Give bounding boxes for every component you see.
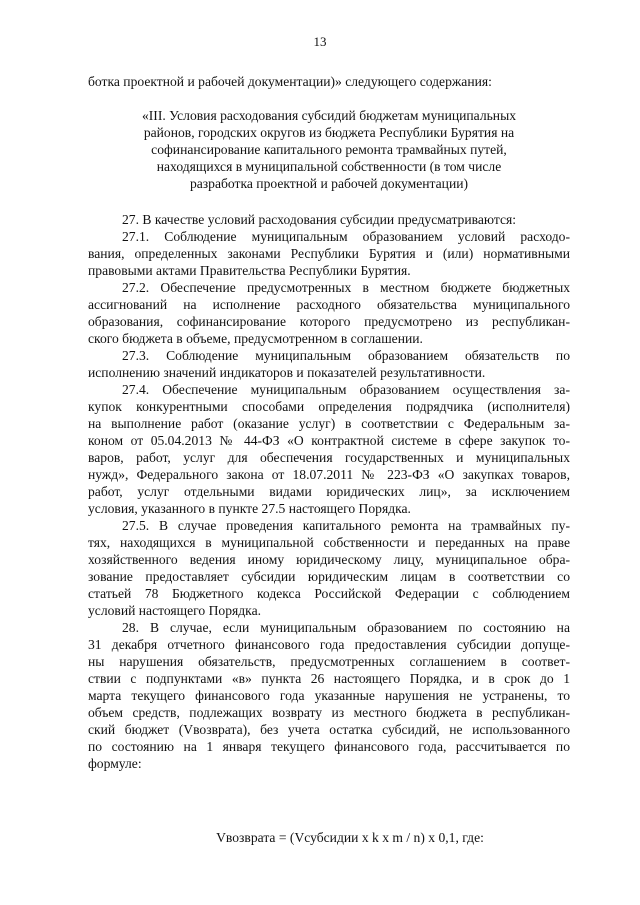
intro-line: ботка проектной и рабочей документации)» следующего содержания: (88, 74, 492, 89)
body-line: объем средств, подлежащих возврату из местного бюджета в республикан- (88, 705, 570, 720)
section-heading-line: «III. Условия расходования субсидий бюджетам муниципальных (141, 108, 517, 123)
intro-paragraph (88, 73, 570, 90)
formula-text: Vвозврата = (Vсубсидии x k x m / n) x 0,1, где: (216, 830, 484, 845)
body-line: купок конкурентными способами определения подрядчика (исполнителя) (88, 399, 570, 414)
body-line: работ, услуг отдельными видами юридических лиц», за исключением (88, 484, 570, 499)
body-line: формуле: (88, 756, 142, 771)
body-line: условий настоящего Порядка. (88, 603, 262, 618)
body-line: ассигнований на исполнение расходного обязательства муниципального (88, 297, 570, 312)
body-line: 27. В качестве условий расходования субсидии предусматриваются: (122, 212, 517, 227)
body-line: коном от 05.04.2013 № 44-ФЗ «О контрактной системе в сфере закупок то- (88, 433, 570, 448)
body-line: вания, определенных законами Республики Бурятия и (или) нормативными (88, 246, 570, 261)
body-line: ны нарушения обязательств, предусмотренных соглашением в соответ- (88, 654, 570, 669)
body-line: 27.2. Обеспечение предусмотренных в местном бюджете бюджетных (122, 280, 570, 295)
body-line: 27.3. Соблюдение муниципальным образованием обязательств по (122, 348, 570, 363)
body-text (88, 211, 570, 772)
body-line: ского бюджета в объеме, предусмотренном в соглашении. (88, 331, 423, 346)
body-line: 28. В случае, если муниципальным образованием по состоянию на (122, 620, 570, 635)
section-heading-line: разработка проектной и рабочей документации) (189, 176, 469, 191)
body-line: правовыми актами Правительства Республики Бурятия. (88, 263, 411, 278)
section-heading-line: районов, городских округов из бюджета Республики Бурятия на (143, 125, 515, 140)
body-line: на выполнение работ (оказание услуг) в соответствии с Федеральным за- (88, 416, 570, 431)
body-line: тях, находящихся в муниципальной собственности и переданных на праве (88, 535, 570, 550)
body-line: ский бюджет (Vвозврата), без учета остатка субсидий, не использованного (88, 722, 570, 737)
body-line: 27.5. В случае проведения капитального ремонта на трамвайных пу- (122, 518, 570, 533)
body-line: образования, софинансирование которого предусмотрено из республикан- (88, 314, 570, 329)
body-line: марта текущего финансового года указанные нарушения не устранены, то (88, 688, 570, 703)
body-line: 27.1. Соблюдение муниципальным образованием условий расходо- (122, 229, 570, 244)
body-line: 27.4. Обеспечение муниципальным образованием осуществления за- (122, 382, 570, 397)
section-heading (88, 107, 570, 192)
section-heading-line: софинансирование капитального ремонта трамвайных путей, (151, 142, 507, 157)
page-number: 13 (313, 34, 327, 49)
body-line: по состоянию на 1 января текущего финансового года, рассчитывается по (88, 739, 570, 754)
body-line: зование предоставляет субсидии юридическим лицам в соответствии со (88, 569, 570, 584)
body-line: нужд», Федерального закона от 18.07.2011 № 223-ФЗ «О закупках товаров, (88, 467, 570, 482)
formula (0, 829, 640, 846)
body-line: ствии с подпунктами «в» пункта 26 настоящего Порядка, и в срок до 1 (88, 671, 570, 686)
section-heading-line: находящихся в муниципальной собственности (в том числе (156, 159, 502, 174)
body-line: 31 декабря отчетного финансового года предоставления субсидии допуще- (88, 637, 570, 652)
body-line: исполнению значений индикаторов и показателей результативности. (88, 365, 486, 380)
body-line: варов, работ, услуг для обеспечения государственных и муниципальных (88, 450, 570, 465)
body-line: условия, указанного в пункте 27.5 настоящего Порядка. (88, 501, 411, 516)
body-line: хозяйственного ведения иному юридическому лицу, муниципальное обра- (88, 552, 570, 567)
body-line: статьей 78 Бюджетного кодекса Российской Федерации с соблюдением (88, 586, 570, 601)
